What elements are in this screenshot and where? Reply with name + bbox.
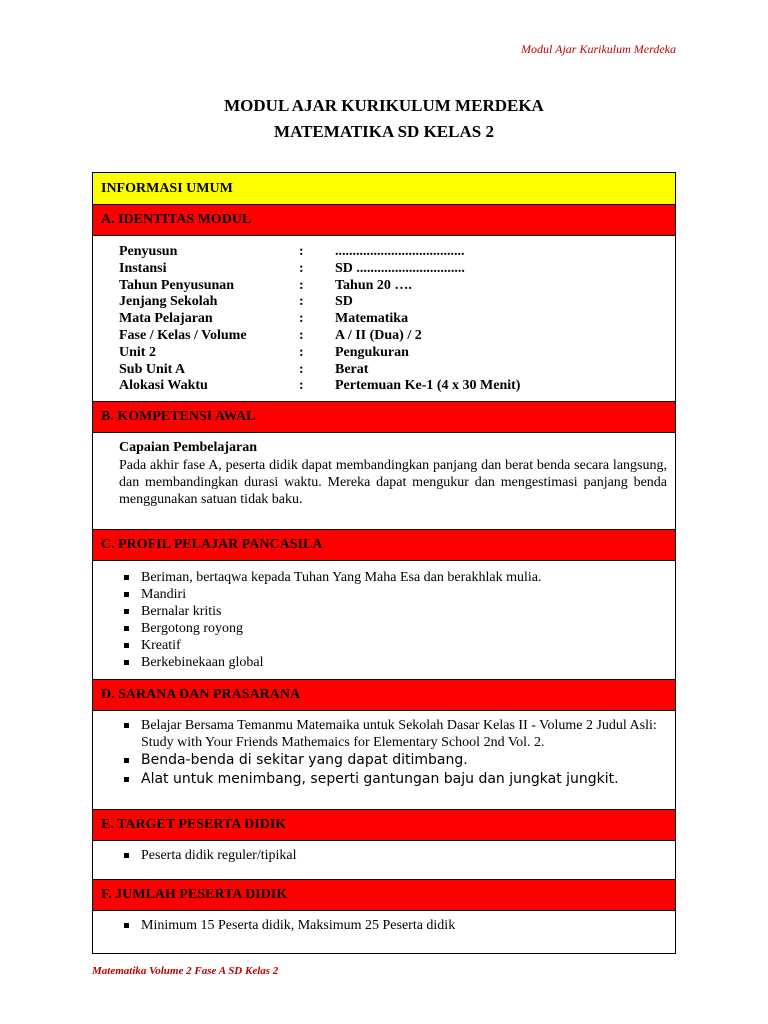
list-item: Belajar Bersama Temanmu Matemaika untuk Sekolah Dasar Kelas II - Volume 2 Judul Asli: Study with Your Friends Mathemaics for Elementary School 2nd Vol. 2.	[119, 717, 667, 751]
section-e-header	[93, 810, 676, 841]
title-line-1: MODUL AJAR KURIKULUM MERDEKA	[224, 96, 544, 115]
section-d-body	[93, 711, 676, 810]
capaian-title: Capaian Pembelajaran	[119, 440, 258, 456]
profil-list	[119, 569, 667, 671]
identitas-key: Instansi	[119, 260, 167, 276]
identitas-sep: :	[299, 311, 304, 327]
identitas-value: Pengukuran	[335, 344, 409, 360]
list-item: Beriman, bertaqwa kepada Tuhan Yang Maha Esa dan berakhlak mulia.	[119, 569, 667, 586]
section-c-label: C. PROFIL PELAJAR PANCASILA	[101, 537, 323, 553]
identitas-value: .....................................	[335, 244, 465, 259]
identitas-key: Tahun Penyusunan	[119, 277, 235, 293]
identitas-value: Berat	[335, 361, 369, 377]
section-e-body	[93, 841, 676, 880]
identitas-value: Pertemuan Ke-1 (4 x 30 Menit)	[335, 378, 521, 394]
target-list	[119, 847, 667, 864]
identitas-value: A / II (Dua) / 2	[335, 327, 422, 343]
identitas-value: Matematika	[335, 311, 409, 327]
identitas-value: SD ...............................	[335, 260, 465, 276]
identitas-sep: :	[299, 361, 304, 377]
identitas-sep: :	[299, 277, 304, 293]
section-f-label: F. JUMLAH PESERTA DIDIK	[101, 887, 288, 903]
identitas-key: Sub Unit A	[119, 361, 186, 377]
capaian-text: Pada akhir fase A, peserta didik dapat membandingkan panjang dan berat benda secara langsung, dan membandingkan durasi waktu. Mereka dapat mengukur dan mengestimasi panjang benda menggunakan satuan tidak baku.	[119, 458, 667, 508]
identitas-sep: :	[299, 260, 304, 276]
identitas-key: Alokasi Waktu	[119, 378, 208, 394]
section-c-header	[93, 530, 676, 561]
list-item: Peserta didik reguler/tipikal	[119, 847, 667, 864]
identitas-key: Penyusun	[119, 244, 178, 259]
list-item: Bergotong royong	[119, 620, 667, 637]
running-footer: Matematika Volume 2 Fase A SD Kelas 2	[92, 965, 279, 977]
section-f-body	[93, 911, 676, 954]
list-item: Alat untuk menimbang, seperti gantungan baju dan jungkat jungkit.	[119, 770, 667, 789]
section-a-label: A. IDENTITAS MODUL	[101, 212, 252, 227]
section-b-header	[93, 402, 676, 433]
section-e-label: E. TARGET PESERTA DIDIK	[101, 817, 287, 833]
document-title	[0, 93, 768, 145]
list-item: Benda-benda di sekitar yang dapat ditimbang.	[119, 751, 667, 770]
list-item: Mandiri	[119, 586, 667, 603]
identitas-value: SD	[335, 294, 353, 310]
section-d-header	[93, 680, 676, 711]
section-c-body	[93, 561, 676, 680]
section-f-header	[93, 880, 676, 911]
section-d-label: D. SARANA DAN PRASARANA	[101, 687, 301, 703]
title-line-2: MATEMATIKA SD KELAS 2	[274, 122, 494, 141]
section-a-body	[93, 236, 676, 402]
sarana-list	[119, 717, 667, 789]
running-header: Modul Ajar Kurikulum Merdeka	[521, 42, 676, 56]
identitas-sep: :	[299, 327, 304, 343]
informasi-umum-header	[93, 173, 676, 205]
identitas-sep: :	[299, 244, 304, 259]
identitas-key: Mata Pelajaran	[119, 311, 213, 327]
list-item: Berkebinekaan global	[119, 654, 667, 671]
identitas-key: Unit 2	[119, 344, 156, 360]
section-b-label: B. KOMPETENSI AWAL	[101, 409, 256, 425]
identitas-sep: :	[299, 378, 304, 394]
identitas-key: Jenjang Sekolah	[119, 294, 218, 310]
informasi-umum-label: INFORMASI UMUM	[101, 180, 233, 196]
list-item: Kreatif	[119, 637, 667, 654]
module-table	[92, 172, 676, 954]
list-item: Minimum 15 Peserta didik, Maksimum 25 Peserta didik	[119, 917, 667, 934]
identitas-key: Fase / Kelas / Volume	[119, 327, 247, 343]
jumlah-list	[119, 917, 667, 934]
identitas-sep: :	[299, 344, 304, 360]
section-a-header	[93, 205, 676, 236]
identitas-list	[119, 244, 667, 395]
list-item: Bernalar kritis	[119, 603, 667, 620]
identitas-value: Tahun 20 ….	[335, 277, 412, 293]
identitas-sep: :	[299, 294, 304, 310]
section-b-body	[93, 433, 676, 530]
